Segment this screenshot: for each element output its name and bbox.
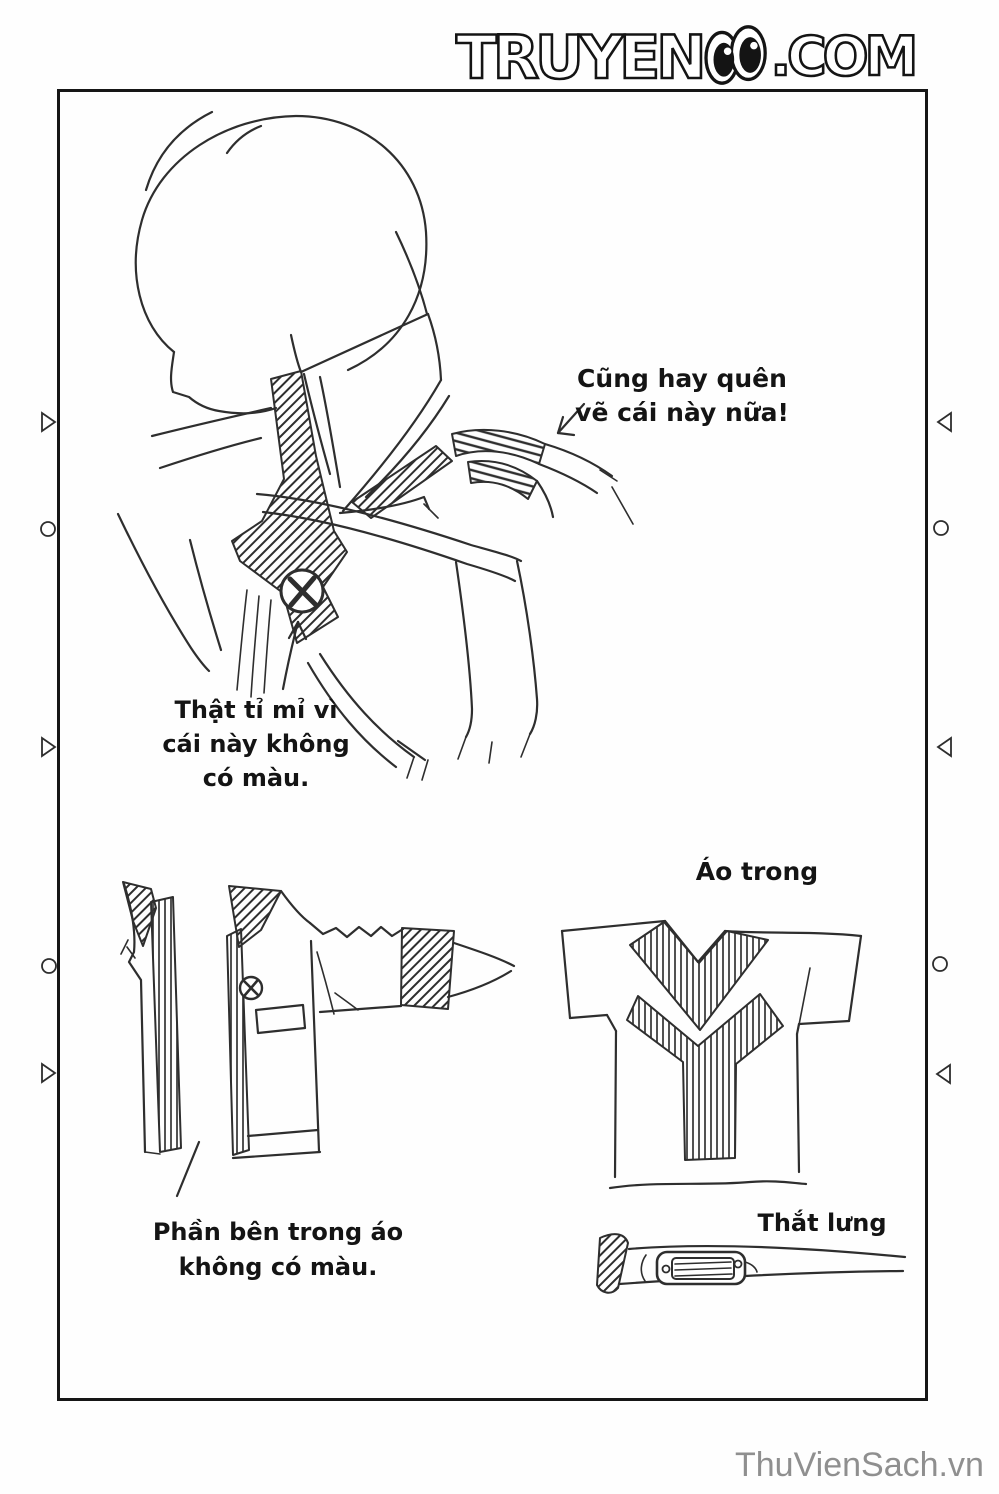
jacket-front-sketch — [121, 882, 514, 1196]
logo-text-right: .COM — [770, 25, 915, 88]
circle-mark-icon — [41, 522, 55, 536]
circle-mark-icon — [934, 521, 948, 535]
jacket-inside-note — [118, 1215, 438, 1285]
note-line: không có màu. — [178, 1253, 378, 1281]
note-line: vẽ cái này nữa! — [575, 398, 789, 427]
collar-cords-sketch — [452, 430, 633, 524]
inner-shirt-sketch — [562, 921, 861, 1188]
note-line: Cũng hay quên — [577, 364, 787, 393]
triangle-mark-icon — [42, 413, 55, 431]
note-line: Thật tỉ mỉ vì — [174, 696, 338, 724]
triangle-mark-icon — [938, 413, 951, 431]
collar-note — [537, 362, 827, 430]
triangle-mark-icon — [42, 738, 55, 756]
note-line: có màu. — [202, 764, 310, 792]
belt-sketch — [597, 1234, 905, 1293]
button-note — [126, 693, 386, 795]
inner-shirt-label: Áo trong — [695, 857, 819, 886]
jacket-pointer-line — [177, 1142, 199, 1196]
button-x-icon — [281, 570, 323, 612]
circle-mark-icon — [933, 957, 947, 971]
triangle-mark-icon — [938, 738, 951, 756]
circle-mark-icon — [42, 959, 56, 973]
note-line: cái này không — [162, 730, 350, 758]
button-arrow-icon — [283, 622, 306, 689]
triangle-mark-icon — [42, 1064, 55, 1082]
registration-marks-left — [41, 413, 56, 1082]
belt-label: Thắt lưng — [757, 1209, 887, 1237]
note-line: Phần bên trong áo — [152, 1218, 404, 1246]
triangle-mark-icon — [937, 1065, 950, 1083]
logo-text-left: TRUYEN — [456, 23, 703, 93]
watermark: ThuVienSach.vn — [735, 1446, 984, 1484]
registration-marks-right — [933, 413, 951, 1083]
head-sketch — [136, 112, 427, 413]
